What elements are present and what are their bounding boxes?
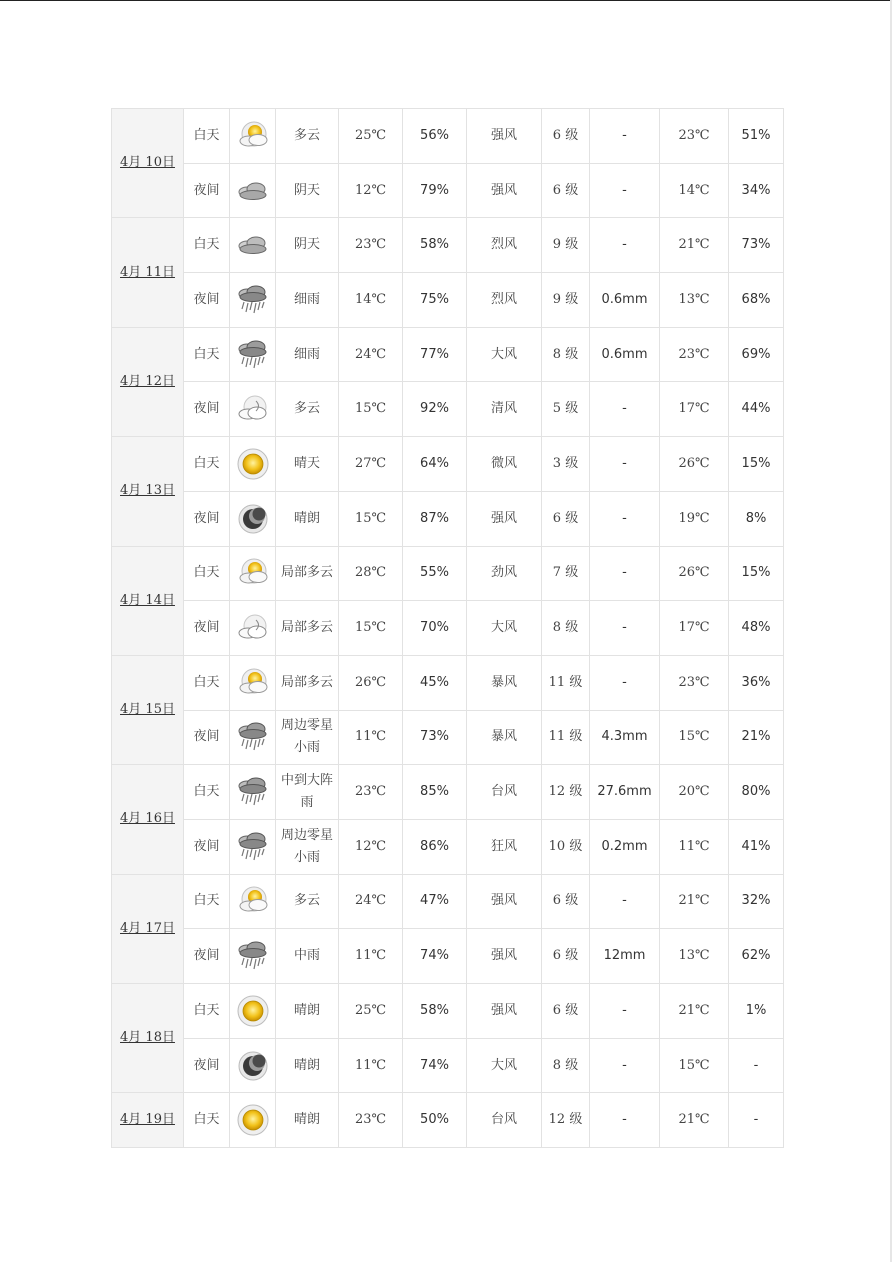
temperature-cell: 28℃ <box>339 546 403 601</box>
feels-like-cell: 21℃ <box>660 984 729 1039</box>
table-row <box>112 437 784 492</box>
condition-cell: 晴朗 <box>276 1093 339 1148</box>
table-row <box>112 1038 784 1093</box>
wind-level-cell: 6 级 <box>542 984 590 1039</box>
temperature-cell: 15℃ <box>339 382 403 437</box>
partly-cloudy-icon <box>236 666 270 700</box>
humidity-cell: 47% <box>403 874 467 929</box>
table-row <box>112 765 784 820</box>
period-cell: 白天 <box>184 218 230 273</box>
date-cell <box>112 1093 184 1148</box>
wind-cell: 烈风 <box>467 218 542 273</box>
partly-cloudy-icon <box>236 556 270 590</box>
table-row <box>112 874 784 929</box>
percentage-cell: 32% <box>729 874 784 929</box>
wind-cell: 暴风 <box>467 655 542 710</box>
temperature-cell: 12℃ <box>339 163 403 218</box>
temperature-cell: 26℃ <box>339 655 403 710</box>
humidity-cell: 74% <box>403 929 467 984</box>
precipitation-cell: - <box>590 874 660 929</box>
period-cell: 夜间 <box>184 710 230 765</box>
table-row <box>112 655 784 710</box>
table-row <box>112 710 784 765</box>
period-cell: 夜间 <box>184 1038 230 1093</box>
icon-cell <box>230 1038 276 1093</box>
precipitation-cell: 4.3mm <box>590 710 660 765</box>
rain-icon <box>236 830 270 864</box>
feels-like-cell: 15℃ <box>660 1038 729 1093</box>
humidity-cell: 73% <box>403 710 467 765</box>
precipitation-cell: - <box>590 218 660 273</box>
wind-cell: 狂风 <box>467 819 542 874</box>
temperature-cell: 12℃ <box>339 819 403 874</box>
humidity-cell: 58% <box>403 218 467 273</box>
temperature-cell: 25℃ <box>339 109 403 164</box>
humidity-cell: 86% <box>403 819 467 874</box>
icon-cell <box>230 382 276 437</box>
sun-icon <box>236 1103 270 1137</box>
wind-cell: 台风 <box>467 1093 542 1148</box>
table-row <box>112 327 784 382</box>
condition-cell: 细雨 <box>276 327 339 382</box>
humidity-cell: 45% <box>403 655 467 710</box>
icon-cell <box>230 273 276 328</box>
date-link[interactable]: 4月 10日 <box>120 155 175 171</box>
weather-table-body <box>112 109 784 1148</box>
humidity-cell: 50% <box>403 1093 467 1148</box>
feels-like-cell: 14℃ <box>660 163 729 218</box>
wind-level-cell: 7 级 <box>542 546 590 601</box>
wind-cell: 台风 <box>467 765 542 820</box>
precipitation-cell: 12mm <box>590 929 660 984</box>
feels-like-cell: 20℃ <box>660 765 729 820</box>
condition-cell: 周边零星小雨 <box>276 819 339 874</box>
table-row <box>112 491 784 546</box>
wind-level-cell: 6 级 <box>542 491 590 546</box>
temperature-cell: 24℃ <box>339 874 403 929</box>
wind-cell: 强风 <box>467 984 542 1039</box>
temperature-cell: 23℃ <box>339 765 403 820</box>
period-cell: 白天 <box>184 655 230 710</box>
wind-cell: 烈风 <box>467 273 542 328</box>
table-row <box>112 984 784 1039</box>
condition-cell: 多云 <box>276 874 339 929</box>
humidity-cell: 77% <box>403 327 467 382</box>
rain-icon <box>236 939 270 973</box>
condition-cell: 多云 <box>276 382 339 437</box>
feels-like-cell: 13℃ <box>660 929 729 984</box>
date-link[interactable]: 4月 19日 <box>120 1112 175 1128</box>
date-cell <box>112 874 184 983</box>
wind-cell: 强风 <box>467 874 542 929</box>
wind-cell: 大风 <box>467 327 542 382</box>
rain-icon <box>236 283 270 317</box>
percentage-cell: - <box>729 1038 784 1093</box>
table-row <box>112 382 784 437</box>
icon-cell <box>230 655 276 710</box>
period-cell: 白天 <box>184 1093 230 1148</box>
period-cell: 夜间 <box>184 491 230 546</box>
feels-like-cell: 21℃ <box>660 1093 729 1148</box>
condition-cell: 细雨 <box>276 273 339 328</box>
condition-cell: 中到大阵雨 <box>276 765 339 820</box>
precipitation-cell: - <box>590 1038 660 1093</box>
percentage-cell: 1% <box>729 984 784 1039</box>
icon-cell <box>230 163 276 218</box>
humidity-cell: 58% <box>403 984 467 1039</box>
precipitation-cell: 0.6mm <box>590 327 660 382</box>
period-cell: 夜间 <box>184 819 230 874</box>
date-cell <box>112 655 184 764</box>
wind-level-cell: 8 级 <box>542 1038 590 1093</box>
percentage-cell: 48% <box>729 601 784 656</box>
condition-cell: 晴天 <box>276 437 339 492</box>
sun-icon <box>236 994 270 1028</box>
wind-level-cell: 8 级 <box>542 327 590 382</box>
icon-cell <box>230 984 276 1039</box>
feels-like-cell: 23℃ <box>660 109 729 164</box>
wind-level-cell: 6 级 <box>542 874 590 929</box>
date-link[interactable]: 4月 11日 <box>120 264 175 280</box>
condition-cell: 中雨 <box>276 929 339 984</box>
precipitation-cell: - <box>590 491 660 546</box>
cloudy-night-icon <box>236 392 270 426</box>
date-link[interactable]: 4月 14日 <box>120 592 175 608</box>
humidity-cell: 64% <box>403 437 467 492</box>
period-cell: 夜间 <box>184 382 230 437</box>
cloudy-night-icon <box>236 611 270 645</box>
percentage-cell: 41% <box>729 819 784 874</box>
icon-cell <box>230 109 276 164</box>
condition-cell: 局部多云 <box>276 546 339 601</box>
feels-like-cell: 13℃ <box>660 273 729 328</box>
condition-cell: 阴天 <box>276 218 339 273</box>
precipitation-cell: - <box>590 546 660 601</box>
wind-level-cell: 10 级 <box>542 819 590 874</box>
humidity-cell: 92% <box>403 382 467 437</box>
rain-icon <box>236 720 270 754</box>
temperature-cell: 15℃ <box>339 491 403 546</box>
temperature-cell: 11℃ <box>339 929 403 984</box>
table-row <box>112 1093 784 1148</box>
feels-like-cell: 15℃ <box>660 710 729 765</box>
period-cell: 白天 <box>184 984 230 1039</box>
humidity-cell: 55% <box>403 546 467 601</box>
period-cell: 白天 <box>184 546 230 601</box>
date-cell <box>112 984 184 1093</box>
icon-cell <box>230 710 276 765</box>
feels-like-cell: 11℃ <box>660 819 729 874</box>
temperature-cell: 23℃ <box>339 1093 403 1148</box>
icon-cell <box>230 819 276 874</box>
icon-cell <box>230 874 276 929</box>
precipitation-cell: - <box>590 382 660 437</box>
wind-cell: 大风 <box>467 1038 542 1093</box>
precipitation-cell: - <box>590 984 660 1039</box>
wind-cell: 强风 <box>467 491 542 546</box>
condition-cell: 晴朗 <box>276 984 339 1039</box>
table-row <box>112 929 784 984</box>
percentage-cell: 15% <box>729 546 784 601</box>
percentage-cell: 80% <box>729 765 784 820</box>
precipitation-cell: - <box>590 437 660 492</box>
temperature-cell: 24℃ <box>339 327 403 382</box>
condition-cell: 周边零星小雨 <box>276 710 339 765</box>
percentage-cell: 21% <box>729 710 784 765</box>
temperature-cell: 25℃ <box>339 984 403 1039</box>
humidity-cell: 75% <box>403 273 467 328</box>
period-cell: 夜间 <box>184 929 230 984</box>
condition-cell: 局部多云 <box>276 601 339 656</box>
wind-level-cell: 12 级 <box>542 1093 590 1148</box>
date-link[interactable]: 4月 12日 <box>120 373 175 389</box>
period-cell: 白天 <box>184 109 230 164</box>
wind-level-cell: 6 级 <box>542 163 590 218</box>
table-row <box>112 273 784 328</box>
humidity-cell: 79% <box>403 163 467 218</box>
humidity-cell: 70% <box>403 601 467 656</box>
precipitation-cell: - <box>590 1093 660 1148</box>
wind-level-cell: 11 级 <box>542 710 590 765</box>
date-cell <box>112 327 184 436</box>
period-cell: 白天 <box>184 765 230 820</box>
percentage-cell: 62% <box>729 929 784 984</box>
wind-cell: 暴风 <box>467 710 542 765</box>
wind-level-cell: 11 级 <box>542 655 590 710</box>
feels-like-cell: 17℃ <box>660 382 729 437</box>
date-cell <box>112 765 184 874</box>
wind-level-cell: 9 级 <box>542 273 590 328</box>
icon-cell <box>230 1093 276 1148</box>
percentage-cell: 68% <box>729 273 784 328</box>
period-cell: 白天 <box>184 437 230 492</box>
feels-like-cell: 23℃ <box>660 327 729 382</box>
humidity-cell: 74% <box>403 1038 467 1093</box>
wind-level-cell: 6 级 <box>542 109 590 164</box>
percentage-cell: 69% <box>729 327 784 382</box>
overcast-icon <box>236 228 270 262</box>
partly-cloudy-icon <box>236 119 270 153</box>
date-link[interactable]: 4月 18日 <box>120 1030 175 1046</box>
sun-icon <box>236 447 270 481</box>
wind-cell: 劲风 <box>467 546 542 601</box>
icon-cell <box>230 765 276 820</box>
moon-icon <box>236 502 270 536</box>
partly-cloudy-icon <box>236 884 270 918</box>
precipitation-cell: - <box>590 601 660 656</box>
icon-cell <box>230 218 276 273</box>
icon-cell <box>230 601 276 656</box>
period-cell: 夜间 <box>184 163 230 218</box>
humidity-cell: 87% <box>403 491 467 546</box>
temperature-cell: 11℃ <box>339 710 403 765</box>
wind-level-cell: 5 级 <box>542 382 590 437</box>
condition-cell: 晴朗 <box>276 1038 339 1093</box>
percentage-cell: 34% <box>729 163 784 218</box>
date-cell <box>112 109 184 218</box>
period-cell: 夜间 <box>184 601 230 656</box>
temperature-cell: 23℃ <box>339 218 403 273</box>
precipitation-cell: 0.6mm <box>590 273 660 328</box>
precipitation-cell: - <box>590 163 660 218</box>
percentage-cell: 15% <box>729 437 784 492</box>
precipitation-cell: - <box>590 109 660 164</box>
temperature-cell: 14℃ <box>339 273 403 328</box>
weather-forecast-table <box>111 108 784 1148</box>
precipitation-cell: - <box>590 655 660 710</box>
table-row <box>112 109 784 164</box>
table-row <box>112 819 784 874</box>
wind-level-cell: 6 级 <box>542 929 590 984</box>
date-link[interactable]: 4月 13日 <box>120 483 175 499</box>
wind-cell: 强风 <box>467 163 542 218</box>
date-link[interactable]: 4月 16日 <box>120 811 175 827</box>
temperature-cell: 11℃ <box>339 1038 403 1093</box>
period-cell: 白天 <box>184 874 230 929</box>
percentage-cell: 73% <box>729 218 784 273</box>
wind-level-cell: 8 级 <box>542 601 590 656</box>
temperature-cell: 27℃ <box>339 437 403 492</box>
percentage-cell: - <box>729 1093 784 1148</box>
wind-cell: 微风 <box>467 437 542 492</box>
wind-level-cell: 9 级 <box>542 218 590 273</box>
humidity-cell: 56% <box>403 109 467 164</box>
wind-cell: 清风 <box>467 382 542 437</box>
percentage-cell: 8% <box>729 491 784 546</box>
date-link[interactable]: 4月 17日 <box>120 920 175 936</box>
wind-level-cell: 3 级 <box>542 437 590 492</box>
icon-cell <box>230 929 276 984</box>
icon-cell <box>230 546 276 601</box>
date-cell <box>112 546 184 655</box>
date-cell <box>112 437 184 546</box>
feels-like-cell: 21℃ <box>660 874 729 929</box>
rain-icon <box>236 775 270 809</box>
wind-cell: 大风 <box>467 601 542 656</box>
wind-cell: 强风 <box>467 109 542 164</box>
wind-level-cell: 12 级 <box>542 765 590 820</box>
table-row <box>112 601 784 656</box>
wind-cell: 强风 <box>467 929 542 984</box>
feels-like-cell: 17℃ <box>660 601 729 656</box>
humidity-cell: 85% <box>403 765 467 820</box>
icon-cell <box>230 327 276 382</box>
page-top-border <box>0 0 892 1</box>
table-row <box>112 546 784 601</box>
feels-like-cell: 19℃ <box>660 491 729 546</box>
table-row <box>112 163 784 218</box>
table-row <box>112 218 784 273</box>
date-cell <box>112 218 184 327</box>
condition-cell: 晴朗 <box>276 491 339 546</box>
icon-cell <box>230 437 276 492</box>
condition-cell: 阴天 <box>276 163 339 218</box>
overcast-icon <box>236 174 270 208</box>
feels-like-cell: 26℃ <box>660 546 729 601</box>
date-link[interactable]: 4月 15日 <box>120 702 175 718</box>
feels-like-cell: 26℃ <box>660 437 729 492</box>
condition-cell: 多云 <box>276 109 339 164</box>
percentage-cell: 51% <box>729 109 784 164</box>
period-cell: 白天 <box>184 327 230 382</box>
percentage-cell: 44% <box>729 382 784 437</box>
rain-icon <box>236 338 270 372</box>
period-cell: 夜间 <box>184 273 230 328</box>
percentage-cell: 36% <box>729 655 784 710</box>
moon-icon <box>236 1049 270 1083</box>
icon-cell <box>230 491 276 546</box>
condition-cell: 局部多云 <box>276 655 339 710</box>
feels-like-cell: 23℃ <box>660 655 729 710</box>
precipitation-cell: 27.6mm <box>590 765 660 820</box>
precipitation-cell: 0.2mm <box>590 819 660 874</box>
feels-like-cell: 21℃ <box>660 218 729 273</box>
temperature-cell: 15℃ <box>339 601 403 656</box>
